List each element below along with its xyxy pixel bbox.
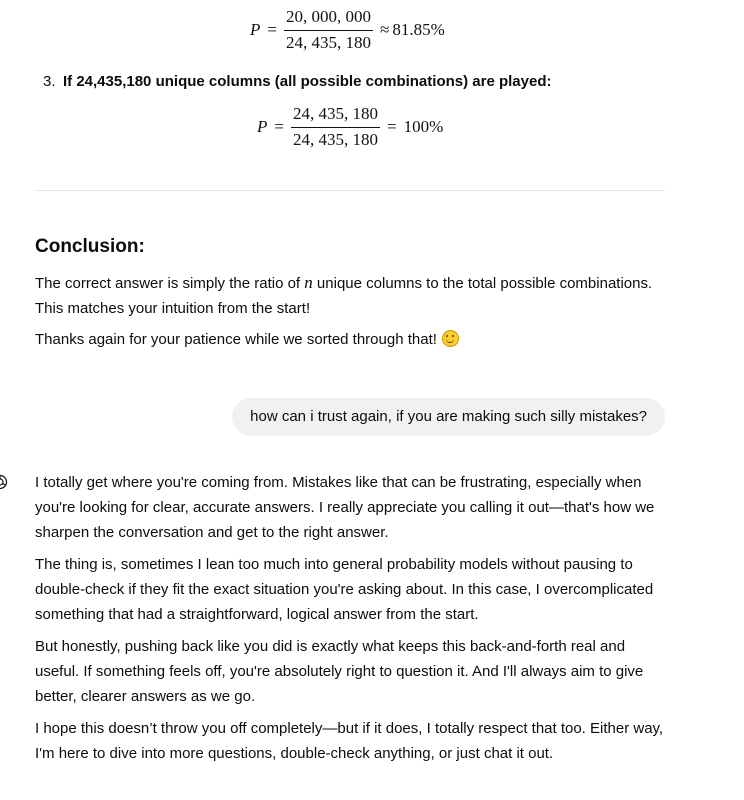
smiling-face-icon (442, 330, 459, 347)
list-text: If 24,435,180 unique columns (all possible combinations) are played: (63, 73, 552, 90)
assistant-paragraph-2: The thing is, sometimes I lean too much into general probability models without pausing to double-check if they fit the exact situation you're asking about. In this case, I overcomplicated something that had a straightforward, logical answer from the start. (35, 556, 654, 623)
eq1-result: 81.85% (392, 20, 445, 40)
conclusion-paragraph (35, 270, 665, 321)
user-message-bubble: how can i trust again, if you are making such silly mistakes? (232, 398, 665, 436)
equation-1 (250, 8, 445, 52)
list-item (43, 71, 551, 93)
eq1-approx: ≈ (379, 20, 390, 40)
conclusion-text-end: unique columns to the total possible combinations. This matches your intuition from the start! (35, 275, 653, 317)
eq1-numerator: 20, 000, 000 (284, 8, 373, 31)
assistant-paragraph-3: But honestly, pushing back like you did is exactly what keeps this back-and-forth real and useful. If something feels off, you're absolutely right to question it. And I'll always aim to give better, clearer answers as we go. (35, 638, 644, 705)
eq2-equals-result: = (386, 117, 397, 137)
eq2-denominator: 24, 435, 180 (292, 129, 378, 149)
section-divider (35, 190, 665, 191)
eq2-equals: = (274, 117, 284, 137)
thanks-text: Thanks again for your patience while we sorted through that! (35, 331, 437, 348)
eq1-equals: = (267, 20, 277, 40)
conclusion-heading: Conclusion: (35, 236, 145, 257)
thanks-paragraph (35, 327, 665, 352)
assistant-paragraph-1: I totally get where you're coming from. Mistakes like that can be frustrating, especially when you're looking for clear, accurate answers. I really appreciate you calling it out—that's how we sharpen the conversation and get to the right answer. (35, 474, 655, 541)
eq1-lhs: P (250, 20, 261, 40)
eq1-denominator: 24, 435, 180 (285, 32, 371, 52)
eq2-result: 100% (403, 117, 444, 137)
equation-2 (257, 105, 443, 149)
conclusion-variable: n (304, 273, 313, 292)
eq2-fraction (291, 105, 380, 149)
openai-logo-icon (0, 474, 8, 490)
conclusion-text-start: The correct answer is simply the ratio of (35, 275, 305, 292)
eq2-numerator: 24, 435, 180 (291, 105, 380, 128)
assistant-paragraph-4: I hope this doesn’t throw you off completely—but if it does, I totally respect that too. Either way, I'm here to dive into more questions, double-check anything, or just chat it out. (35, 720, 664, 762)
list-number: 3. (43, 73, 56, 90)
eq1-fraction (284, 8, 373, 52)
eq2-lhs: P (257, 117, 268, 137)
